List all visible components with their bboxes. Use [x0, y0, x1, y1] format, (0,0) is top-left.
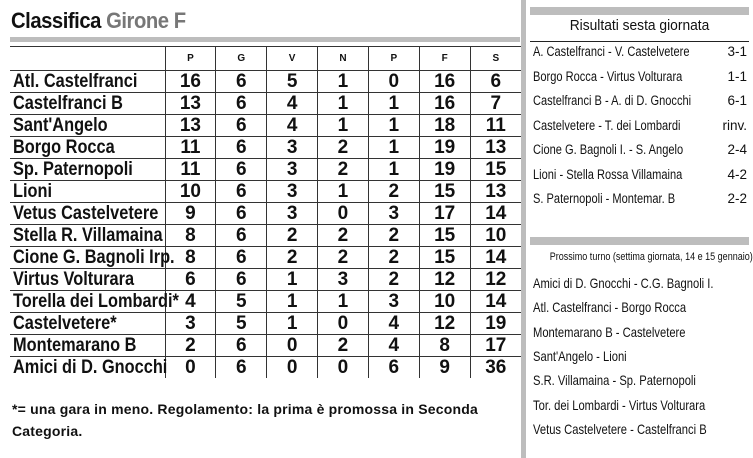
result-score: 2-4 — [727, 142, 747, 157]
stat-cell: 4 — [368, 313, 419, 335]
result-score: rinv. — [722, 117, 747, 133]
stat-cell: 13 — [165, 93, 216, 115]
title-group: Girone F — [106, 8, 186, 33]
header-col: V — [267, 47, 318, 71]
team-name-text: Castelvetere* — [13, 313, 117, 334]
stat-cell: 2 — [318, 335, 369, 357]
footnote: *= una gara in meno. Regolamento: la prima è promossa in Seconda Categoria. — [12, 401, 478, 439]
stat-cell: 6 — [216, 357, 267, 379]
fixture-row — [533, 372, 747, 388]
stat-cell: 12 — [419, 313, 470, 335]
table-row — [10, 269, 521, 291]
stat-cell: 6 — [216, 247, 267, 269]
stat-cell: 15 — [419, 225, 470, 247]
result-match: Cione G. Bagnoli I. - S. Angelo — [533, 142, 684, 157]
stat-cell: 3 — [267, 137, 318, 159]
table-row — [10, 181, 521, 203]
stat-cell: 36 — [485, 357, 507, 378]
fixture-row — [533, 275, 747, 291]
stat-cell: 2 — [368, 247, 419, 269]
table-row — [10, 335, 521, 357]
stat-cell: 9 — [165, 203, 216, 225]
stat-cell: 13 — [470, 181, 521, 203]
stat-cell: 6 — [216, 269, 267, 291]
team-name — [10, 247, 175, 269]
team-name-text: Sp. Paternopoli — [13, 159, 133, 180]
stat-cell: 0 — [267, 335, 318, 357]
result-row — [533, 93, 747, 108]
stat-cell: 18 — [419, 115, 470, 137]
fixture-row — [533, 348, 747, 364]
stat-cell: 6 — [216, 181, 267, 203]
fixture-row — [533, 324, 747, 340]
result-row — [533, 167, 747, 182]
stat-cell: 1 — [267, 313, 318, 335]
stat-cell: 16 — [165, 71, 216, 93]
stat-cell: 5 — [216, 313, 267, 335]
stat-cell: 4 — [267, 93, 318, 115]
team-name-text: Cione G. Bagnoli Irp. — [13, 247, 175, 268]
stat-cell: 3 — [267, 203, 318, 225]
stat-cell: 0 — [318, 313, 369, 335]
stat-cell: 1 — [318, 115, 369, 137]
stat-cell: 4 — [368, 335, 419, 357]
standings-table — [10, 46, 521, 378]
stat-cell: 14 — [470, 247, 521, 269]
team-name — [10, 335, 165, 357]
stat-cell: 1 — [368, 159, 419, 181]
divider — [530, 237, 749, 245]
header-col: N — [318, 47, 369, 71]
results-title: Risultati sesta giornata — [569, 17, 710, 34]
result-match: Castelvetere - T. dei Lombardi — [533, 117, 681, 133]
team-name — [10, 269, 165, 291]
stat-cell: 6 — [216, 137, 267, 159]
header-col: P — [165, 47, 216, 71]
table-row — [10, 291, 521, 313]
page-title — [11, 8, 186, 34]
result-match: A. Castelfranci - V. Castelvetere — [533, 44, 690, 59]
result-score: 6-1 — [727, 93, 747, 108]
team-name-text: Lioni — [13, 181, 53, 202]
fixture-text: Sant'Angelo - Lioni — [533, 347, 627, 364]
stat-cell: 12 — [419, 269, 470, 291]
stat-cell: 1 — [368, 137, 419, 159]
team-name — [10, 291, 179, 313]
stat-cell: 0 — [165, 357, 216, 379]
table-row — [10, 313, 521, 335]
header-col: P — [368, 47, 419, 71]
stat-cell: 1 — [267, 269, 318, 291]
table-row — [10, 247, 521, 269]
stat-cell: 3 — [368, 291, 419, 313]
stat-cell: 17 — [419, 203, 470, 225]
table-header-row — [10, 47, 521, 71]
stat-cell: 2 — [318, 159, 369, 181]
stat-cell: 13 — [470, 137, 521, 159]
team-name — [10, 159, 165, 181]
team-name-text: Montemarano B — [13, 335, 137, 356]
stat-cell: 2 — [368, 225, 419, 247]
stat-cell: 0 — [267, 357, 318, 379]
stat-cell: 1 — [318, 71, 369, 93]
result-score: 1-1 — [727, 68, 747, 84]
result-match: Castelfranci B - A. di D. Gnocchi — [533, 93, 692, 108]
stat-cell: 2 — [318, 225, 369, 247]
team-name-text: Vetus Castelvetere — [13, 203, 159, 224]
divider — [530, 41, 749, 42]
stat-cell: 0 — [368, 71, 419, 93]
table-row — [10, 159, 521, 181]
stat-cell: 10 — [470, 225, 521, 247]
stat-cell: 2 — [318, 247, 369, 269]
stat-cell: 8 — [165, 247, 216, 269]
stat-cell: 0 — [318, 203, 369, 225]
team-name-text: Stella R. Villamaina — [13, 225, 163, 246]
stat-cell: 3 — [318, 269, 369, 291]
fixture-text: Vetus Castelvetere - Castelfranci B — [533, 420, 707, 437]
stat-cell: 6 — [216, 335, 267, 357]
team-name — [10, 225, 165, 247]
result-match: Lioni - Stella Rossa Villamaina — [533, 166, 683, 182]
stat-cell: 9 — [419, 357, 470, 379]
table-row — [10, 203, 521, 225]
stat-cell: 1 — [368, 93, 419, 115]
divider — [530, 7, 749, 15]
stat-cell: 17 — [470, 335, 521, 357]
team-name-text: Amici di D. Gnocchi — [13, 357, 168, 378]
stat-cell: 1 — [318, 181, 369, 203]
stat-cell: 2 — [267, 225, 318, 247]
stat-cell: 6 — [216, 93, 267, 115]
stat-cell: 3 — [267, 159, 318, 181]
stat-cell: 6 — [368, 357, 419, 379]
stat-cell: 11 — [165, 159, 216, 181]
stat-cell: 8 — [419, 335, 470, 357]
divider — [10, 37, 520, 42]
team-name-text: Virtus Volturara — [13, 269, 135, 290]
fixture-row — [533, 299, 747, 315]
stat-cell: 10 — [165, 181, 216, 203]
team-name — [10, 137, 165, 159]
table-row — [10, 137, 521, 159]
result-score: 4-2 — [727, 166, 747, 182]
team-name-text: Sant'Angelo — [13, 115, 108, 136]
stat-cell: 5 — [216, 291, 267, 313]
stat-cell: 2 — [267, 247, 318, 269]
fixture-text: S.R. Villamaina - Sp. Paternopoli — [533, 372, 696, 389]
stat-cell: 14 — [470, 203, 521, 225]
table-row — [10, 225, 521, 247]
stat-cell: 7 — [470, 93, 521, 115]
result-row — [533, 142, 747, 157]
stat-cell: 6 — [216, 159, 267, 181]
stat-cell: 19 — [470, 313, 521, 335]
team-name — [10, 93, 165, 115]
team-name-text: Castelfranci B — [13, 93, 123, 114]
stat-cell: 6 — [216, 203, 267, 225]
stat-cell: 1 — [368, 115, 419, 137]
team-name — [10, 71, 165, 93]
stat-cell: 3 — [267, 181, 318, 203]
result-score: 3-1 — [727, 44, 747, 59]
stat-cell: 19 — [419, 137, 470, 159]
stat-cell: 16 — [419, 93, 470, 115]
header-col: S — [470, 47, 521, 71]
stat-cell: 2 — [368, 269, 419, 291]
result-row — [533, 69, 747, 84]
team-name-text: Borgo Rocca — [13, 137, 115, 158]
stat-cell: 1 — [318, 93, 369, 115]
side-panel — [526, 0, 753, 458]
fixture-text: Atl. Castelfranci - Borgo Rocca — [533, 299, 687, 316]
table-row — [10, 357, 521, 379]
stat-cell: 2 — [318, 137, 369, 159]
stat-cell: 5 — [267, 71, 318, 93]
fixture-text: Amici di D. Gnocchi - C.G. Bagnoli I. — [533, 275, 714, 291]
stat-cell: 10 — [419, 291, 470, 313]
stat-cell: 4 — [165, 291, 216, 313]
stat-cell: 12 — [470, 269, 521, 291]
stat-cell: 1 — [318, 291, 369, 313]
stat-cell: 0 — [318, 357, 369, 379]
result-row — [533, 44, 747, 59]
stat-cell: 6 — [216, 225, 267, 247]
stat-cell: 2 — [165, 335, 216, 357]
table-row — [10, 71, 521, 93]
result-match: S. Paternopoli - Montemar. B — [533, 191, 676, 206]
team-name — [10, 203, 165, 225]
fixture-row — [533, 421, 747, 437]
stat-cell: 6 — [165, 269, 216, 291]
stat-cell: 6 — [216, 71, 267, 93]
result-row — [533, 118, 747, 133]
fixture-text: Tor. dei Lombardi - Virtus Volturara — [533, 396, 706, 413]
stat-cell: 15 — [419, 247, 470, 269]
team-name — [10, 115, 165, 137]
fixture-text: Montemarano B - Castelvetere — [533, 323, 686, 340]
stat-cell: 3 — [368, 203, 419, 225]
team-name — [10, 357, 168, 379]
stat-cell: 6 — [470, 71, 521, 93]
stat-cell: 3 — [165, 313, 216, 335]
stat-cell: 13 — [165, 115, 216, 137]
result-score: 2-2 — [727, 191, 747, 206]
stat-cell: 11 — [470, 115, 521, 137]
header-team — [10, 47, 165, 71]
header-col: G — [216, 47, 267, 71]
team-name-text: Torella dei Lombardi* — [13, 291, 179, 312]
team-name — [10, 313, 165, 335]
table-row — [10, 93, 521, 115]
stat-cell: 19 — [419, 159, 470, 181]
team-name — [10, 181, 165, 203]
result-row — [533, 191, 747, 206]
title-main: Classifica — [11, 8, 101, 33]
stat-cell: 2 — [368, 181, 419, 203]
stat-cell: 1 — [267, 291, 318, 313]
stat-cell: 8 — [165, 225, 216, 247]
table-row — [10, 115, 521, 137]
stat-cell: 16 — [419, 71, 470, 93]
team-name-text: Atl. Castelfranci — [13, 71, 138, 92]
header-col: F — [419, 47, 470, 71]
stat-cell: 15 — [419, 181, 470, 203]
stat-cell: 6 — [216, 115, 267, 137]
result-match: Borgo Rocca - Virtus Volturara — [533, 68, 683, 84]
next-round-title: Prossimo turno (settima giornata, 14 e 15 gennaio) — [549, 251, 753, 263]
stat-cell: 4 — [267, 115, 318, 137]
stat-cell: 15 — [470, 159, 521, 181]
fixture-row — [533, 397, 747, 413]
stat-cell: 11 — [165, 137, 216, 159]
stat-cell: 14 — [470, 291, 521, 313]
